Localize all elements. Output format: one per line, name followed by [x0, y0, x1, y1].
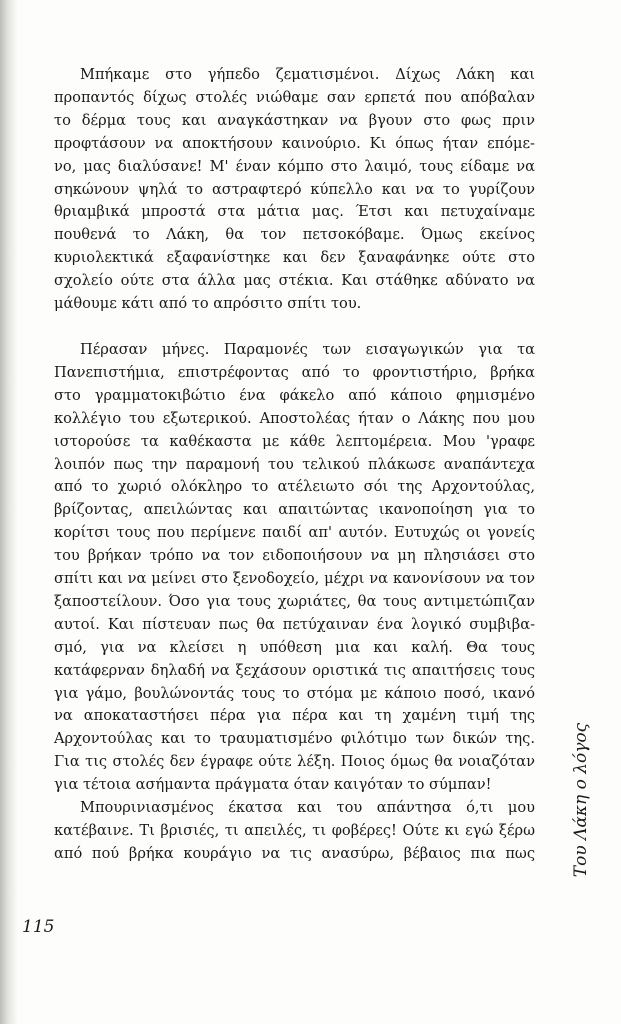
- running-head-text: Του Λάκη ο λόγος: [571, 722, 591, 878]
- text-line: λοιπόν πως την παραμονή του τελικού πλάκωσε αναπάντεχα: [54, 455, 535, 473]
- text-line: νο, μας διαλύσανε! Μ' έναν κόμπο στο λαιμό, τους είδαμε να: [54, 157, 535, 175]
- paragraph-3: [54, 797, 535, 866]
- text-line: Μπήκαμε στο γήπεδο ζεματισμένοι. Δίχως Λάκη και: [80, 66, 535, 83]
- text-line: πουθενά το Λάκη, θα τον πετσοκόβαμε. Όμως εκείνος: [54, 226, 535, 244]
- text-line: σμό, για να κλείσει η υπόθεση μια και καλή. Θα τους: [54, 638, 535, 656]
- text-line: σχολείο ούτε στα άλλα μας στέκια. Και στάθηκε αδύνατο να: [54, 272, 535, 290]
- paragraph-1: [54, 64, 535, 316]
- section-gap: [54, 316, 535, 339]
- text-line: από πού βρήκα κουράγιο να τις ανασύρω, βέβαιος πια πως: [54, 844, 535, 862]
- text-line: προφτάσουν να αποκτήσουν καινούριο. Κι όπως ήταν επόμε-: [54, 134, 535, 152]
- page-number: 115: [22, 917, 55, 937]
- text-line: κορίτσι τους που περίμενε παιδί απ' αυτόν. Ευτυχώς οι γονείς: [54, 524, 535, 542]
- text-line: ξαποστείλουν. Όσο για τους χωριάτες, θα τους αντιμετώπιζαν: [54, 592, 535, 610]
- text-line: βρίζοντας, απειλώντας και απαιτώντας ικανοποίηση για το: [54, 501, 535, 519]
- text-line: για τέτοια ασήμαντα πράγματα όταν καιγόταν το σύμπαν!: [54, 776, 492, 794]
- paragraph-2: [54, 339, 535, 797]
- text-line: Πέρασαν μήνες. Παραμονές των εισαγωγικών για τα: [80, 340, 535, 358]
- text-line: του βρήκαν τρόπο να τον ειδοποιήσουν να μη πλησιάσει στο: [54, 547, 535, 565]
- text-line: ιστορούσε τα καθέκαστα με κάθε λεπτομέρεια. Μου 'γραφε: [54, 432, 535, 450]
- text-line: σπίτι και να μείνει στο ξενοδοχείο, μέχρι να κανονίσουν να τον: [54, 570, 535, 588]
- text-line: το δέρμα τους και αναγκάστηκαν να βγουν στο φως πριν: [54, 111, 535, 129]
- text-line: κατέβαινε. Τι βρισιές, τι απειλές, τι φοβέρες! Ούτε κι εγώ ξέρω: [54, 822, 535, 839]
- text-line: να αποκαταστήσει πέρα για πέρα και τη χαμένη τιμή της: [54, 707, 535, 725]
- text-line: Για τις στολές δεν έγραφε ούτε λέξη. Ποιος όμως θα νοιαζόταν: [54, 753, 535, 771]
- text-line: κυριολεκτικά εξαφανίστηκε και δεν ξαναφάνηκε ούτε στο: [54, 249, 535, 267]
- text-line: Πανεπιστήμια, επιστρέφοντας από το φροντιστήριο, βρήκα: [54, 363, 535, 381]
- text-line: Αρχοντούλας και το τραυματισμένο φιλότιμο των δικών της.: [54, 730, 535, 748]
- spine-shadow: [0, 0, 18, 1024]
- text-line: στο γραμματοκιβώτιο ένα φάκελο από κάποιο φημισμένο: [54, 386, 535, 404]
- body-text: [54, 64, 535, 866]
- text-line: για γάμο, βουλώνοντάς τους το στόμα με κάποιο ποσό, ικανό: [54, 684, 535, 702]
- text-line: κολλέγιο του εξωτερικού. Αποστολέας ήταν ο Λάκης που μου: [54, 409, 535, 427]
- text-line: αυτοί. Και πίστευαν πως θα πετύχαιναν ένα λογικό συμβιβα-: [54, 615, 535, 633]
- text-line: προπαντός δίχως στολές νιώθαμε σαν ερπετά που απόβαλαν: [54, 88, 535, 106]
- text-line: σηκώνουν ψηλά το αστραφτερό κύπελλο και να το γυρίζουν: [54, 180, 535, 198]
- text-line: μάθουμε κάτι από το απρόσιτο σπίτι του.: [54, 295, 362, 313]
- text-line: Μπουρινιασμένος έκατσα και του απάντησα ό,τι μου: [80, 799, 535, 817]
- running-head: [561, 700, 601, 900]
- text-line: κατάφερναν δηλαδή να ξεχάσουν οριστικά τις απαιτήσεις τους: [54, 661, 535, 679]
- text-line: θριαμβικά μπροστά στα μάτια μας. Έτσι και πετυχαίναμε: [54, 203, 535, 221]
- text-line: από το χωριό ολόκληρο το ατέλειωτο σόι της Αρχοντούλας,: [54, 478, 535, 496]
